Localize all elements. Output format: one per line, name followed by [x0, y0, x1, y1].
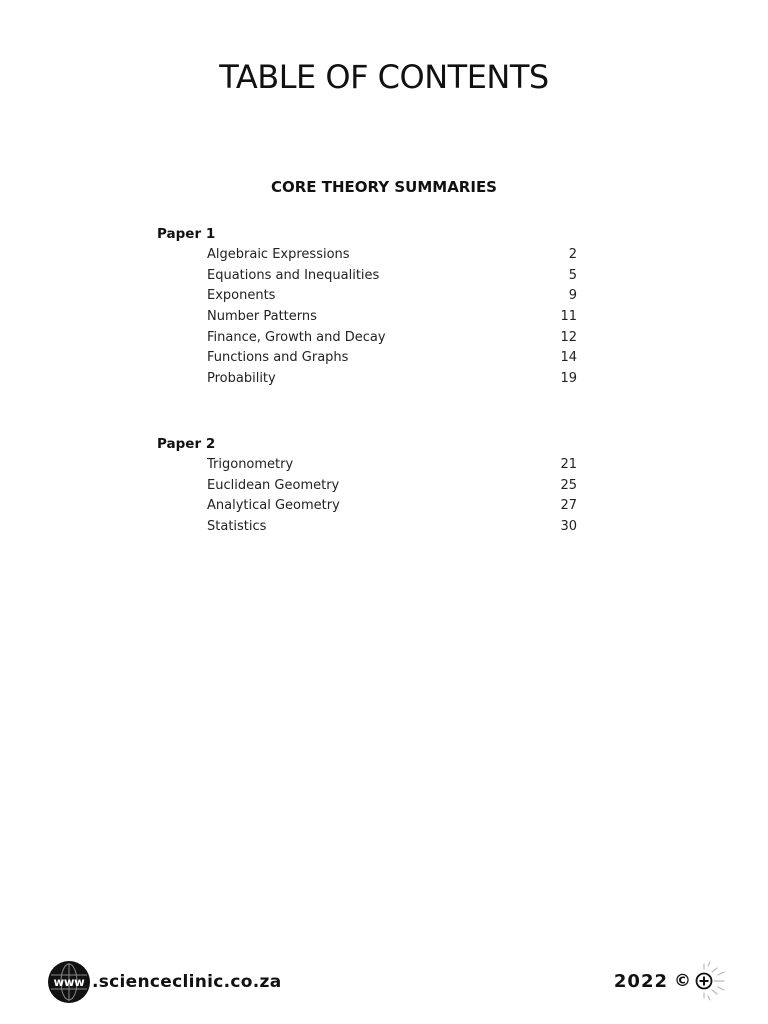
toc-entry — [207, 476, 577, 497]
plus-circle-logo-icon — [694, 960, 728, 1002]
toc-entry — [207, 328, 577, 349]
paper-heading: Paper 1 — [157, 226, 216, 242]
copyright-icon: © — [674, 971, 691, 991]
toc-entry-page: 12 — [560, 329, 577, 345]
toc-entry-label: Probability — [207, 371, 276, 387]
toc-entry-label: Trigonometry — [207, 457, 294, 472]
section-title: CORE THEORY SUMMARIES — [270, 178, 497, 196]
globe-icon — [48, 961, 90, 1003]
globe-label: www — [53, 975, 85, 989]
toc-entry-page: 5 — [568, 267, 577, 283]
toc-entry-label: Equations and Inequalities — [207, 267, 380, 283]
toc-entry-label: Finance, Growth and Decay — [207, 329, 386, 345]
toc-entry-page: 11 — [560, 309, 577, 325]
toc-entry-label: Functions and Graphs — [207, 350, 349, 366]
paper-2-section — [157, 435, 577, 538]
toc-entry-label: Euclidean Geometry — [207, 477, 340, 493]
toc-entry-page: 27 — [560, 498, 577, 514]
toc-entry — [207, 455, 577, 476]
footer-copyright — [614, 960, 728, 1002]
toc-entry — [207, 286, 577, 307]
toc-entry-page: 25 — [560, 477, 577, 493]
toc-entry — [207, 245, 577, 266]
toc-entry — [207, 266, 577, 287]
toc-entry-page: 14 — [560, 350, 577, 366]
toc-entry — [207, 307, 577, 328]
page-title: TABLE OF CONTENTS — [219, 58, 549, 96]
toc-entry-page: 19 — [560, 371, 577, 387]
paper-1-section — [157, 225, 577, 390]
toc-entry-page: 21 — [560, 457, 577, 472]
toc-entry-label: Algebraic Expressions — [207, 247, 350, 262]
toc-entry — [207, 348, 577, 369]
website-url: .scienceclinic.co.za — [92, 972, 282, 992]
toc-entry-page: 9 — [568, 288, 577, 304]
toc-entry-page: 30 — [560, 519, 577, 535]
toc-entry-page: 2 — [568, 247, 577, 262]
toc-entry-label: Number Patterns — [207, 309, 317, 325]
toc-entry — [207, 496, 577, 517]
toc-entry-label: Exponents — [207, 288, 276, 304]
toc-entry-label: Analytical Geometry — [207, 498, 340, 514]
footer-year: 2022 — [613, 970, 668, 992]
toc-entry-label: Statistics — [207, 519, 267, 535]
paper-heading: Paper 2 — [157, 436, 216, 452]
toc-entry — [207, 517, 577, 538]
footer-website — [48, 960, 282, 1004]
toc-entry — [207, 369, 577, 390]
